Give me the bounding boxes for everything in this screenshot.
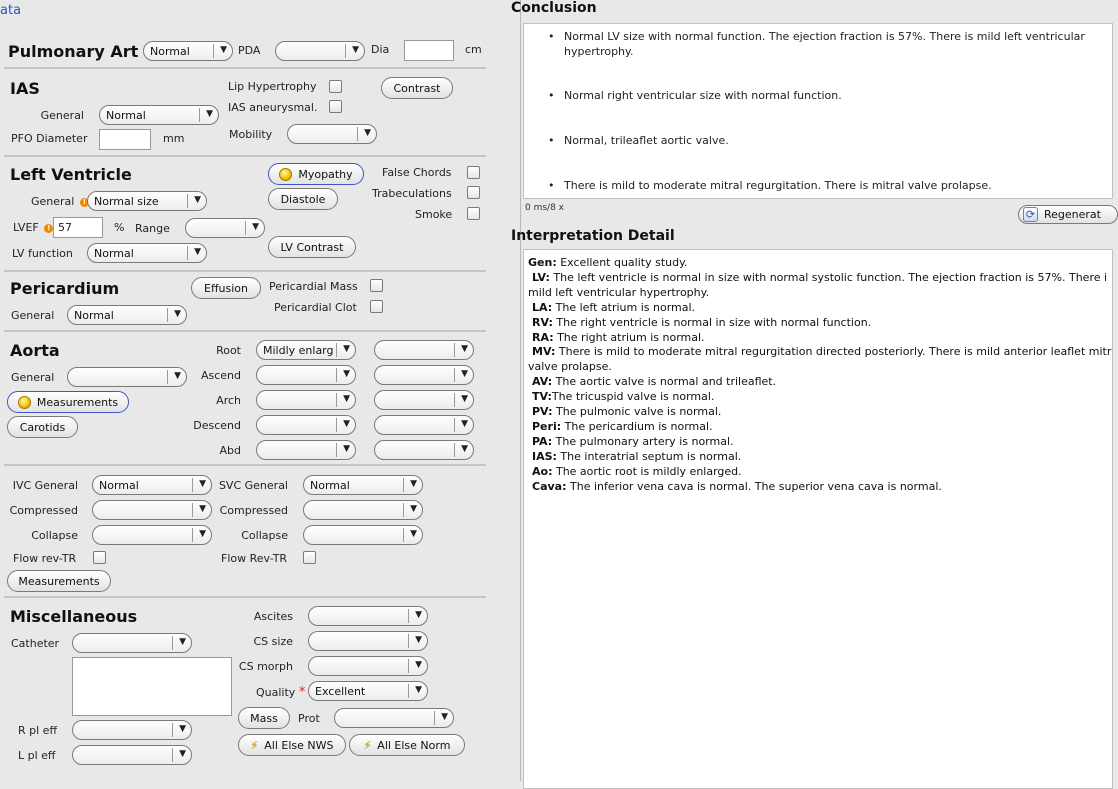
chevron-down-icon: ▼ — [415, 685, 422, 695]
conclusion-title: Conclusion — [511, 0, 597, 16]
chevron-down-icon: ▼ — [410, 479, 417, 489]
interpretation-row — [528, 465, 1112, 480]
aorta-general-select[interactable] — [67, 367, 187, 387]
chevron-down-icon: ▼ — [179, 724, 186, 734]
ias-aneurysmal-checkbox[interactable] — [329, 100, 342, 113]
lvef-label: LVEF ! — [13, 221, 53, 234]
ivc-general-label: IVC General — [12, 479, 78, 492]
root-secondary-select[interactable] — [374, 340, 474, 360]
abd-select[interactable] — [256, 440, 356, 460]
svc-compressed-select[interactable] — [303, 500, 423, 520]
lv-function-select[interactable]: Normal ▼ — [87, 243, 207, 263]
interpretation-row-key: MV: — [532, 345, 556, 359]
info-icon: ! — [44, 224, 53, 233]
catheter-notes-textarea[interactable] — [72, 657, 232, 716]
conclusion-item: • Normal right ventricular size with normal function. — [564, 88, 1094, 103]
interpretation-row — [528, 435, 1112, 450]
interpretation-row-text: The interatrial septum is normal. — [556, 449, 742, 463]
interpretation-row-key: RV: — [532, 315, 553, 329]
smoke-label: Smoke — [415, 208, 453, 221]
ias-title: IAS — [10, 79, 40, 98]
chevron-down-icon: ▼ — [461, 344, 468, 354]
interpretation-row-text: valve prolapse. — [528, 360, 612, 374]
conclusion-item: • Normal, trileaflet aortic valve. — [564, 133, 1094, 148]
interpretation-row-text: The pericardium is normal. — [561, 419, 713, 433]
chevron-down-icon: ▼ — [343, 419, 350, 429]
lv-contrast-button[interactable]: LV Contrast — [268, 236, 356, 258]
refresh-icon: ⟳ — [1023, 207, 1038, 222]
chevron-down-icon: ▼ — [194, 247, 201, 257]
svc-general-select[interactable]: Normal ▼ — [303, 475, 423, 495]
interpretation-row-text: The aortic valve is normal and trileaflet. — [552, 375, 777, 389]
interpretation-row — [528, 301, 1112, 316]
veins-measurements-button[interactable]: Measurements — [7, 570, 111, 592]
cs-morph-select[interactable] — [308, 656, 428, 676]
interpretation-row-key: AV: — [532, 375, 553, 389]
pericardial-clot-checkbox[interactable] — [370, 300, 383, 313]
chevron-down-icon: ▼ — [461, 419, 468, 429]
chevron-down-icon: ▼ — [206, 109, 213, 119]
l-pl-eff-select[interactable] — [72, 745, 192, 765]
chevron-down-icon: ▼ — [343, 394, 350, 404]
divider — [4, 464, 486, 466]
interpretation-row-key: Cava: — [532, 479, 567, 493]
svc-collapse-select[interactable] — [303, 525, 423, 545]
interpretation-row-text: The right atrium is normal. — [553, 330, 705, 344]
lv-general-select[interactable]: Normal size ▼ — [87, 191, 207, 211]
ascend-select[interactable] — [256, 365, 356, 385]
cs-size-label: CS size — [253, 635, 293, 648]
chevron-down-icon: ▼ — [415, 660, 422, 670]
chevron-down-icon: ▼ — [415, 635, 422, 645]
conclusion-editor[interactable] — [523, 23, 1113, 199]
ivc-collapse-select[interactable] — [92, 525, 212, 545]
quality-label: Quality * — [256, 685, 306, 700]
ascites-label: Ascites — [253, 610, 293, 623]
pulmonary-art-select[interactable]: Normal ▼ — [143, 41, 233, 61]
range-select[interactable] — [185, 218, 265, 238]
abd-secondary-select[interactable] — [374, 440, 474, 460]
divider — [4, 270, 486, 272]
ivc-general-select[interactable]: Normal ▼ — [92, 475, 212, 495]
divider — [4, 67, 486, 69]
trabeculations-label: Trabeculations — [372, 187, 452, 200]
ascend-secondary-select[interactable] — [374, 365, 474, 385]
prot-select[interactable] — [334, 708, 454, 728]
effusion-button[interactable]: Effusion — [191, 277, 261, 299]
chevron-down-icon: ▼ — [174, 309, 181, 319]
chevron-down-icon: ▼ — [410, 529, 417, 539]
all-else-nws-button[interactable]: ⚡ All Else NWS — [238, 734, 346, 756]
cs-size-select[interactable] — [308, 631, 428, 651]
interpretation-row-key: LA: — [532, 300, 553, 314]
all-else-norm-button[interactable]: ⚡ All Else Norm — [349, 734, 465, 756]
chevron-down-icon: ▼ — [352, 45, 359, 55]
interpretation-row-text: The tricuspid valve is normal. — [551, 390, 715, 404]
pda-label: PDA — [238, 44, 261, 57]
l-pl-eff-label: L pl eff — [18, 749, 56, 762]
svc-general-label: SVC General — [218, 479, 288, 492]
pulmonary-art-title: Pulmonary Art — [8, 42, 139, 61]
conclusion-item: • There is mild to moderate mitral regurgitation. There is mitral valve prolapse. — [564, 178, 1094, 193]
interpretation-row-key: IAS: — [532, 449, 557, 463]
interpretation-row-text: mild left ventricular hypertrophy. — [528, 285, 710, 299]
dia-label: Dia — [371, 43, 390, 56]
r-pl-eff-select[interactable] — [72, 720, 192, 740]
pericardial-mass-label: Pericardial Mass — [269, 280, 358, 293]
ascites-select[interactable] — [308, 606, 428, 626]
lightning-icon: ⚡ — [250, 738, 259, 752]
interpretation-row — [528, 331, 1112, 346]
chevron-down-icon: ▼ — [174, 371, 181, 381]
catheter-select[interactable] — [72, 633, 192, 653]
interpretation-row-key: PA: — [532, 434, 553, 448]
interpretation-title: Interpretation Detail — [511, 228, 675, 244]
arch-secondary-select[interactable] — [374, 390, 474, 410]
abd-label: Abd — [219, 444, 241, 457]
interpretation-row-key: Gen: — [528, 256, 557, 269]
chevron-down-icon: ▼ — [194, 195, 201, 205]
chevron-down-icon: ▼ — [364, 128, 371, 138]
descend-select[interactable] — [256, 415, 356, 435]
divider — [4, 155, 486, 157]
svc-flow-label: Flow Rev-TR — [221, 552, 288, 565]
interpretation-row — [528, 286, 1112, 301]
divider — [4, 330, 486, 332]
diastole-button[interactable]: Diastole — [268, 188, 338, 210]
ascend-label: Ascend — [200, 369, 241, 382]
chevron-down-icon: ▼ — [179, 749, 186, 759]
ivc-compressed-label: Compressed — [9, 504, 78, 517]
interpretation-row-text: The pulmonic valve is normal. — [552, 405, 722, 419]
pericardial-clot-label: Pericardial Clot — [274, 301, 357, 314]
ivc-flow-checkbox[interactable] — [93, 551, 106, 564]
divider — [4, 596, 486, 598]
lightning-icon: ⚡ — [363, 738, 372, 752]
interpretation-row-text: The left atrium is normal. — [552, 300, 696, 314]
aorta-general-label: General — [11, 371, 55, 384]
descend-label: Descend — [193, 419, 241, 432]
pericardium-title: Pericardium — [10, 279, 120, 298]
top-link[interactable]: ata — [0, 3, 22, 18]
quality-select[interactable]: Excellent ▼ — [308, 681, 428, 701]
interpretation-row — [528, 405, 1112, 420]
root-label: Root — [216, 344, 241, 357]
interpretation-row — [528, 256, 1112, 271]
descend-secondary-select[interactable] — [374, 415, 474, 435]
chevron-down-icon: ▼ — [252, 222, 259, 232]
root-select[interactable]: Mildly enlarg ▼ — [256, 340, 356, 360]
pda-select[interactable] — [275, 41, 365, 61]
lip-hypertrophy-label: Lip Hypertrophy — [228, 80, 317, 93]
contrast-button[interactable]: Contrast — [381, 77, 453, 99]
svc-collapse-label: Collapse — [241, 529, 288, 542]
lv-general-label: General ! — [31, 195, 89, 208]
interpretation-row — [528, 316, 1112, 331]
lv-function-label: LV function — [12, 247, 73, 260]
pfo-unit: mm — [163, 132, 185, 145]
pericardium-general-label: General — [11, 309, 55, 322]
chevron-down-icon: ▼ — [461, 444, 468, 454]
mobility-label: Mobility — [229, 128, 273, 141]
interpretation-row-key: Ao: — [532, 464, 553, 478]
arch-select[interactable] — [256, 390, 356, 410]
interpretation-row — [528, 271, 1112, 286]
interpretation-editor[interactable] — [523, 249, 1113, 789]
chevron-down-icon: ▼ — [179, 637, 186, 647]
left-ventricle-title: Left Ventricle — [10, 165, 132, 184]
svc-compressed-label: Compressed — [219, 504, 288, 517]
ivc-flow-label: Flow rev-TR — [13, 552, 77, 565]
dia-input[interactable] — [404, 40, 454, 61]
chevron-down-icon: ▼ — [343, 369, 350, 379]
svc-flow-checkbox[interactable] — [303, 551, 316, 564]
mobility-select[interactable] — [287, 124, 377, 144]
interpretation-row — [528, 345, 1112, 360]
chevron-down-icon: ▼ — [220, 45, 227, 55]
info-icon: ! — [80, 198, 89, 207]
pfo-diameter-input[interactable] — [99, 129, 151, 150]
interpretation-text — [524, 250, 1112, 495]
interpretation-row-text: The aortic root is mildly enlarged. — [552, 464, 742, 478]
false-chords-label: False Chords — [382, 166, 452, 179]
ias-general-label: General — [40, 109, 84, 122]
interpretation-row-key: TV: — [532, 390, 552, 404]
aorta-title: Aorta — [10, 341, 60, 360]
interpretation-row-text: The left ventricle is normal in size with normal systolic function. The ejection fraction is 57%. There i — [549, 270, 1108, 284]
interpretation-row — [528, 450, 1112, 465]
interpretation-row — [528, 360, 1112, 375]
range-label: Range — [135, 222, 170, 235]
chevron-down-icon: ▼ — [199, 529, 206, 539]
carotids-button[interactable]: Carotids — [7, 416, 78, 438]
cs-morph-label: CS morph — [238, 660, 293, 673]
ias-aneurysmal-label: IAS aneurysmal. — [228, 101, 318, 114]
pericardial-mass-checkbox[interactable] — [370, 279, 383, 292]
chevron-down-icon: ▼ — [343, 444, 350, 454]
interpretation-row — [528, 480, 1112, 495]
aorta-measurements-button[interactable]: Measurements — [7, 391, 129, 413]
chevron-down-icon: ▼ — [410, 504, 417, 514]
lvef-unit: % — [114, 221, 125, 234]
ivc-compressed-select[interactable] — [92, 500, 212, 520]
interpretation-row — [528, 420, 1112, 435]
catheter-label: Catheter — [11, 637, 60, 650]
arch-label: Arch — [216, 394, 241, 407]
chevron-down-icon: ▼ — [461, 394, 468, 404]
chevron-down-icon: ▼ — [441, 712, 448, 722]
interpretation-row-text: The right ventricle is normal in size with normal function. — [552, 315, 872, 329]
prot-label: Prot — [298, 712, 320, 725]
false-chords-checkbox[interactable] — [467, 166, 480, 179]
chevron-down-icon: ▼ — [461, 369, 468, 379]
trabeculations-checkbox[interactable] — [467, 186, 480, 199]
echo-form-panel — [0, 0, 520, 781]
lvef-input[interactable]: 57 — [53, 217, 103, 238]
mass-button[interactable]: Mass — [238, 707, 290, 729]
interpretation-row — [528, 390, 1112, 405]
interpretation-row-text: There is mild to moderate mitral regurgitation directed posteriorly. There is mild anterior leaflet mitr — [555, 345, 1112, 359]
conclusion-item: • Normal LV size with normal function. The ejection fraction is 57%. There is mild left ventricular hypertrophy. — [564, 29, 1094, 59]
report-panel — [511, 0, 1112, 781]
chevron-down-icon: ▼ — [415, 610, 422, 620]
chevron-down-icon: ▼ — [199, 504, 206, 514]
status-dot-icon — [279, 168, 292, 181]
pfo-diameter-label: PFO Diameter — [11, 132, 88, 145]
ias-general-select[interactable]: Normal ▼ — [99, 105, 219, 125]
smoke-checkbox[interactable] — [467, 207, 480, 220]
dia-unit: cm — [465, 43, 482, 56]
regenerate-button[interactable]: ⟳ Regenerat — [1018, 205, 1118, 224]
status-dot-icon — [18, 396, 31, 409]
required-asterisk-icon: * — [298, 685, 306, 700]
interpretation-row — [528, 375, 1112, 390]
interpretation-row-text: Excellent quality study. — [556, 256, 688, 269]
pericardium-general-select[interactable]: Normal ▼ — [67, 305, 187, 325]
interpretation-row-text: The inferior vena cava is normal. The superior vena cava is normal. — [566, 479, 942, 493]
interpretation-row-key: PV: — [532, 405, 553, 419]
interpretation-row-text: The pulmonary artery is normal. — [552, 434, 734, 448]
chevron-down-icon: ▼ — [343, 344, 350, 354]
lip-hypertrophy-checkbox[interactable] — [329, 80, 342, 93]
ivc-collapse-label: Collapse — [31, 529, 78, 542]
interpretation-row-key: LV: — [532, 270, 550, 284]
status-text: 0 ms/8 x — [525, 203, 564, 213]
interpretation-row-key: Peri: — [532, 419, 562, 433]
r-pl-eff-label: R pl eff — [18, 724, 58, 737]
miscellaneous-title: Miscellaneous — [10, 607, 138, 626]
myopathy-button[interactable]: Myopathy — [268, 163, 364, 185]
chevron-down-icon: ▼ — [199, 479, 206, 489]
interpretation-row-key: RA: — [532, 330, 554, 344]
